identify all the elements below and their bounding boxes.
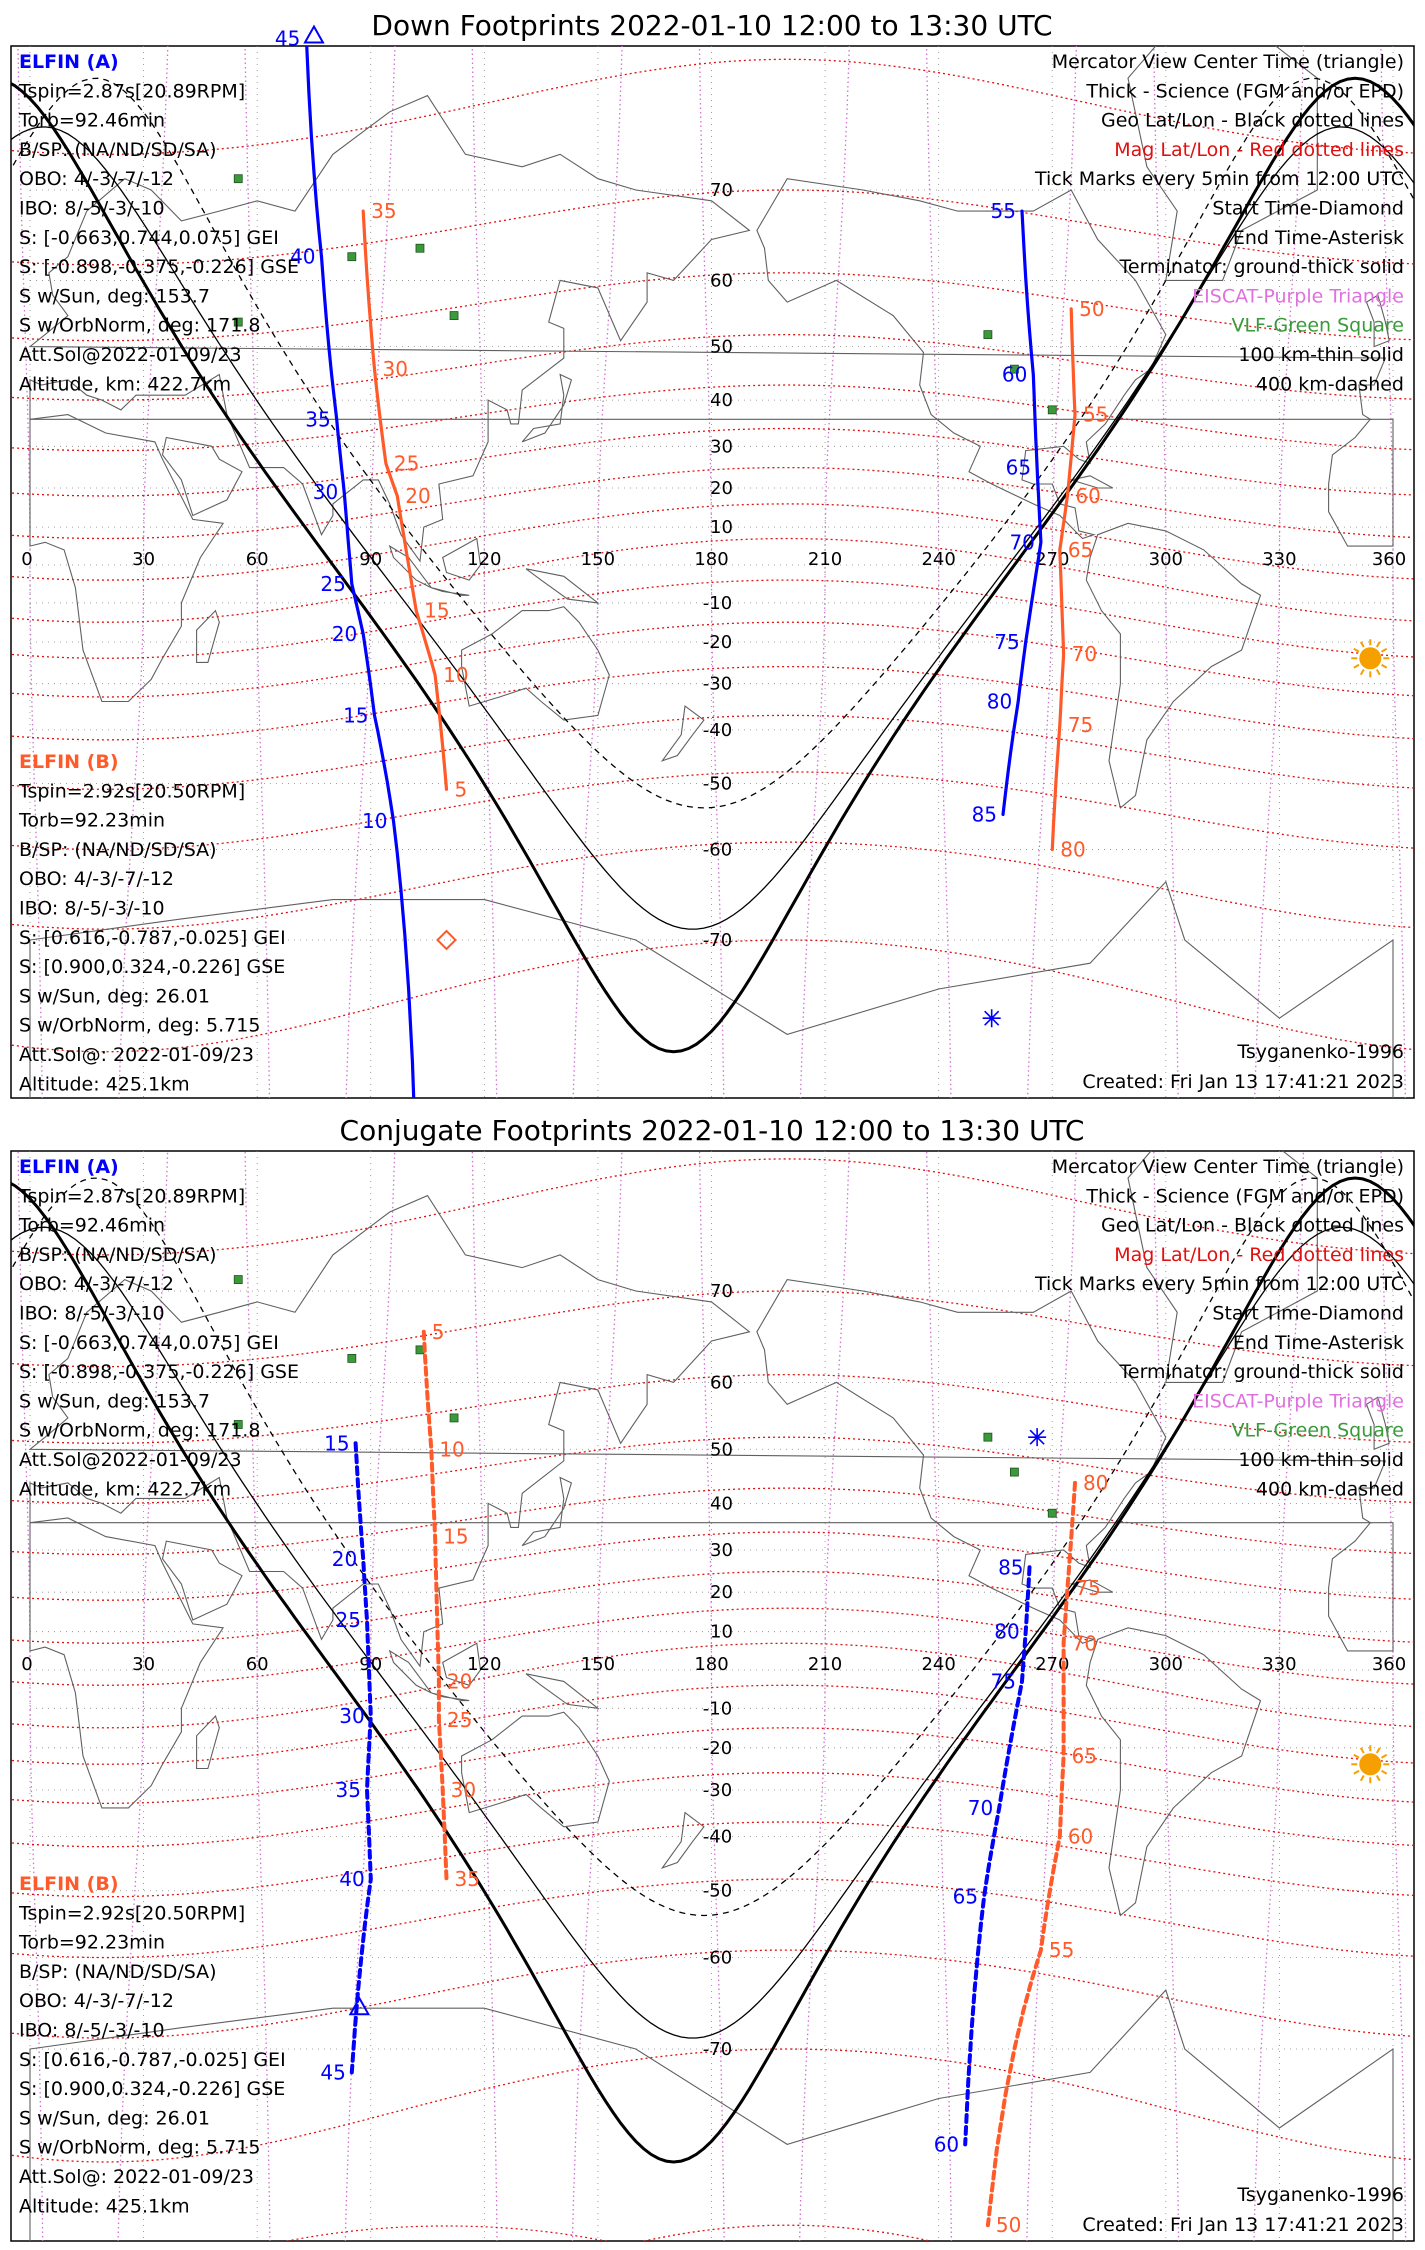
b_ticks-tick-label: 50 xyxy=(995,2213,1022,2238)
elfin-b-info-line: Altitude: 425.1km xyxy=(19,2195,190,2218)
b_ticks-tick-label: 35 xyxy=(454,1867,480,1892)
legend-line: Mercator View Center Time (triangle) xyxy=(1051,51,1404,73)
elfin-b-label: ELFIN (B) xyxy=(19,1873,119,1895)
vlf-station-square-icon xyxy=(348,1354,356,1362)
lon-tick-label: 270 xyxy=(1035,549,1070,570)
legend-line: VLF-Green Square xyxy=(1231,1419,1404,1442)
a_ticks-tick-label: 30 xyxy=(339,1704,365,1729)
vlf-station-square-icon xyxy=(234,1276,242,1284)
a_ticks-tick-label: 70 xyxy=(1009,530,1035,555)
lat-tick-label: -70 xyxy=(702,930,733,951)
legend-line: Start Time-Diamond xyxy=(1212,1302,1404,1325)
elfin-b-info-line: S w/Sun, deg: 26.01 xyxy=(19,2107,210,2130)
a_ticks-tick-label: 10 xyxy=(362,809,388,834)
elfin-a-info-line: Torb=92.46min xyxy=(19,1214,166,1237)
elfin-b-info-line: OBO: 4/-3/-7/-12 xyxy=(19,1990,174,2013)
lat-tick-label: -50 xyxy=(702,1880,733,1902)
a_ticks-tick-label: 60 xyxy=(1001,362,1028,387)
lat-tick-label: -30 xyxy=(702,673,733,695)
legend-line: Thick - Science (FGM and/or EPD) xyxy=(1086,80,1404,103)
elfin-b-info-line: IBO: 8/-5/-3/-10 xyxy=(19,897,165,920)
lon-tick-label: 300 xyxy=(1148,1654,1184,1675)
elfin-a-info-line: B/SP: (NA/ND/SD/SA) xyxy=(19,1243,217,1266)
legend-line: Mercator View Center Time (triangle) xyxy=(1051,1156,1404,1178)
elfin-a-info-line: B/SP: (NA/ND/SD/SA) xyxy=(19,138,217,161)
a_ticks-tick-label: 35 xyxy=(335,1777,361,1802)
vlf-station-square-icon xyxy=(416,244,424,252)
lon-tick-label: 120 xyxy=(467,549,502,570)
vlf-station-square-icon xyxy=(1010,1468,1018,1476)
elfin-b-info-line: B/SP: (NA/ND/SD/SA) xyxy=(19,1960,217,1983)
elfin-b-info-line: OBO: 4/-3/-7/-12 xyxy=(19,868,174,891)
b_ticks-tick-label: 5 xyxy=(454,777,468,802)
b_ticks-tick-label: 80 xyxy=(1082,1470,1109,1495)
lat-tick-label: 50 xyxy=(710,1439,733,1461)
elfin-b-info-line: Torb=92.23min xyxy=(19,809,166,832)
a_ticks-tick-label: 15 xyxy=(324,1431,350,1456)
legend-line: 400 km-dashed xyxy=(1255,1478,1404,1501)
b_ticks-tick-label: 50 xyxy=(1079,296,1105,321)
legend-line: Geo Lat/Lon - Black dotted lines xyxy=(1100,109,1404,132)
b_ticks-tick-label: 20 xyxy=(405,483,431,508)
a_ticks-tick-label: 45 xyxy=(320,2060,346,2085)
lon-tick-label: 210 xyxy=(807,549,843,570)
legend-line: 100 km-thin solid xyxy=(1238,1449,1404,1471)
elfin-a-info-line: S w/Sun, deg: 153.7 xyxy=(19,1390,210,1413)
lat-tick-label: -50 xyxy=(702,773,733,795)
legend-line: Start Time-Diamond xyxy=(1212,197,1404,220)
b_ticks-tick-label: 20 xyxy=(446,1669,473,1694)
lon-tick-label: 60 xyxy=(245,1654,269,1675)
vlf-station-square-icon xyxy=(984,1433,992,1441)
vlf-station-square-icon xyxy=(450,1414,458,1422)
a_ticks-tick-label: 55 xyxy=(990,199,1016,224)
lon-tick-label: 360 xyxy=(1371,549,1407,570)
lat-tick-label: 50 xyxy=(710,336,733,358)
lat-tick-label: 30 xyxy=(710,436,733,458)
b_ticks-tick-label: 25 xyxy=(393,451,420,476)
lat-tick-label: -60 xyxy=(702,839,733,861)
lat-tick-label: 70 xyxy=(710,1281,733,1302)
elfin-b-info-line: S w/OrbNorm, deg: 5.715 xyxy=(19,2136,261,2159)
legend-line: Geo Lat/Lon - Black dotted lines xyxy=(1100,1214,1404,1237)
sun-disc xyxy=(1359,647,1381,669)
vlf-station-square-icon xyxy=(1048,1509,1056,1517)
elfin-a-info-line: S: [-0.898,-0.375,-0.226] GSE xyxy=(19,1361,299,1384)
elfin-a-info-line: Altitude, km: 422.7km xyxy=(19,373,232,396)
a_ticks-tick-label: 75 xyxy=(994,630,1020,655)
b_ticks-tick-label: 25 xyxy=(446,1707,473,1732)
elfin-b-info-line: Torb=92.23min xyxy=(19,1931,166,1954)
b_ticks-tick-label: 10 xyxy=(443,663,469,688)
vlf-station-square-icon xyxy=(348,253,356,261)
elfin-a-info-line: Att.Sol@2022-01-09/23 xyxy=(19,344,242,366)
elfin-b-info-line: Att.Sol@: 2022-01-09/23 xyxy=(19,2166,255,2188)
a_ticks-tick-label: 45 xyxy=(274,26,301,51)
lon-tick-label: 0 xyxy=(21,1654,33,1675)
lon-tick-label: 30 xyxy=(132,1654,156,1675)
elfin-a-info-line: Tspin=2.87s[20.89RPM] xyxy=(19,80,246,103)
a_ticks-tick-label: 85 xyxy=(971,802,998,827)
lon-tick-label: 360 xyxy=(1371,1654,1407,1675)
center-time-triangle-icon xyxy=(305,27,323,43)
vlf-station-square-icon xyxy=(234,175,242,183)
legend-line: VLF-Green Square xyxy=(1231,314,1404,337)
lat-tick-label: -60 xyxy=(702,1947,733,1969)
legend-line: Terminator: ground-thick solid xyxy=(1119,1361,1404,1384)
lon-tick-label: 150 xyxy=(580,1654,616,1675)
b_ticks-tick-label: 35 xyxy=(371,199,397,224)
lon-tick-label: 180 xyxy=(694,1654,729,1675)
elfin-a-info-line: S w/Sun, deg: 153.7 xyxy=(19,285,210,308)
lat-tick-label: -40 xyxy=(702,1826,733,1848)
end-time-asterisk-icon xyxy=(983,1009,1001,1027)
lon-tick-label: 330 xyxy=(1262,549,1297,570)
lat-tick-label: 70 xyxy=(710,180,733,201)
created-label: Created: Fri Jan 13 17:41:21 2023 xyxy=(1082,2214,1404,2236)
model-label: Tsyganenko-1996 xyxy=(1237,2184,1404,2206)
b_ticks-tick-label: 70 xyxy=(1071,1631,1098,1656)
lon-tick-label: 90 xyxy=(359,1654,383,1675)
elfin-b-info-line: IBO: 8/-5/-3/-10 xyxy=(19,2019,165,2042)
b_ticks-tick-label: 65 xyxy=(1067,537,1094,562)
a_ticks-tick-label: 25 xyxy=(320,571,346,596)
elfin-a-info-line: S: [-0.663,0.744,0.075] GEI xyxy=(19,226,279,249)
a_ticks-tick-label: 40 xyxy=(290,244,316,269)
b_ticks-tick-label: 10 xyxy=(439,1437,465,1462)
a_ticks-tick-label: 65 xyxy=(1005,455,1032,480)
a_ticks-tick-label: 70 xyxy=(967,1795,994,1820)
lat-tick-label: -70 xyxy=(702,2039,733,2060)
a_ticks-tick-label: 75 xyxy=(990,1669,1016,1694)
vlf-station-square-icon xyxy=(984,331,992,339)
lat-tick-label: 40 xyxy=(710,390,733,412)
lon-tick-label: 0 xyxy=(21,549,33,570)
legend-line: Terminator: ground-thick solid xyxy=(1119,256,1404,279)
legend-line: 400 km-dashed xyxy=(1255,373,1404,396)
a_ticks-tick-label: 80 xyxy=(986,689,1013,714)
b_ticks-tick-label: 15 xyxy=(424,598,450,623)
lat-tick-label: 60 xyxy=(710,270,733,292)
a_ticks-tick-label: 15 xyxy=(343,703,369,728)
lon-tick-label: 300 xyxy=(1148,549,1184,570)
elfin-a-info-line: OBO: 4/-3/-7/-12 xyxy=(19,1273,174,1296)
lon-tick-label: 270 xyxy=(1035,1654,1070,1675)
b_ticks-tick-label: 75 xyxy=(1067,712,1094,737)
elfin-a-label: ELFIN (A) xyxy=(19,1156,119,1178)
panel-title: Conjugate Footprints 2022-01-10 12:00 to 13:30 UTC xyxy=(339,1114,1085,1147)
a_ticks-tick-label: 25 xyxy=(335,1608,361,1633)
elfin-a-info-line: IBO: 8/-5/-3/-10 xyxy=(19,197,165,220)
lat-tick-label: 60 xyxy=(710,1372,733,1394)
lat-tick-label: -20 xyxy=(702,1737,733,1759)
elfin-a-info-line: Tspin=2.87s[20.89RPM] xyxy=(19,1185,246,1208)
vlf-station-square-icon xyxy=(1048,406,1056,414)
lon-tick-label: 60 xyxy=(245,549,269,570)
lon-tick-label: 240 xyxy=(921,549,956,570)
legend-line: Tick Marks every 5min from 12:00 UTC xyxy=(1035,1273,1404,1296)
a_ticks-tick-label: 20 xyxy=(331,622,358,647)
lat-tick-label: -20 xyxy=(702,632,733,654)
lat-tick-label: -40 xyxy=(702,719,733,741)
lon-tick-label: 30 xyxy=(132,549,156,570)
a_ticks-tick-label: 60 xyxy=(933,2132,960,2157)
legend-line: End Time-Asterisk xyxy=(1232,1331,1404,1354)
elfin-b-info-line: Tspin=2.92s[20.50RPM] xyxy=(19,780,246,803)
lon-tick-label: 240 xyxy=(921,1654,956,1675)
a_ticks-tick-label: 85 xyxy=(998,1555,1024,1580)
elfin-b-info-line: S: [0.900,0.324,-0.226] GSE xyxy=(19,2078,286,2101)
legend-line: EISCAT-Purple Triangle xyxy=(1192,285,1404,308)
a_ticks-tick-label: 40 xyxy=(339,1867,365,1892)
b_ticks-tick-label: 30 xyxy=(382,357,408,382)
lat-tick-label: 30 xyxy=(710,1540,733,1562)
b_ticks-tick-label: 70 xyxy=(1071,642,1098,667)
b_ticks-tick-label: 60 xyxy=(1075,483,1101,508)
elfin-a-info-line: S w/OrbNorm, deg: 171.8 xyxy=(19,1419,261,1442)
a_ticks-tick-label: 80 xyxy=(994,1619,1020,1644)
b_ticks-tick-label: 75 xyxy=(1075,1576,1101,1601)
elfin-b-info-line: Att.Sol@: 2022-01-09/23 xyxy=(19,1044,255,1066)
legend-line: EISCAT-Purple Triangle xyxy=(1192,1390,1404,1413)
b_ticks-tick-label: 15 xyxy=(443,1524,469,1549)
b_ticks-tick-label: 55 xyxy=(1048,1938,1075,1963)
lon-tick-label: 90 xyxy=(359,549,383,570)
lat-tick-label: 20 xyxy=(710,477,733,499)
elfin-b-info-line: S: [0.616,-0.787,-0.025] GEI xyxy=(19,2048,286,2071)
elfin-a-info-line: Altitude, km: 422.7km xyxy=(19,1478,232,1501)
elfin-a-info-line: S: [-0.663,0.744,0.075] GEI xyxy=(19,1331,279,1354)
created-label: Created: Fri Jan 13 17:41:21 2023 xyxy=(1082,1071,1404,1093)
elfin-b-info-line: S: [0.616,-0.787,-0.025] GEI xyxy=(19,926,286,949)
b_ticks-tick-label: 80 xyxy=(1060,837,1086,862)
elfin-a-info-line: Att.Sol@2022-01-09/23 xyxy=(19,1449,242,1471)
elfin-a-info-line: IBO: 8/-5/-3/-10 xyxy=(19,1302,165,1325)
elfin-a-info-line: Torb=92.46min xyxy=(19,109,166,132)
elfin-a-info-line: OBO: 4/-3/-7/-12 xyxy=(19,168,174,191)
mag-polar-circle xyxy=(952,0,1304,7)
elfin-b-label: ELFIN (B) xyxy=(19,751,119,773)
a_ticks-tick-label: 35 xyxy=(305,407,331,432)
legend-line: End Time-Asterisk xyxy=(1232,226,1404,249)
legend-line: Mag Lat/Lon - Red dotted lines xyxy=(1114,1243,1404,1266)
lon-tick-label: 210 xyxy=(807,1654,843,1675)
a_ticks-tick-label: 20 xyxy=(331,1546,358,1571)
elfin-b-info-line: S w/OrbNorm, deg: 5.715 xyxy=(19,1014,261,1037)
panel-title: Down Footprints 2022-01-10 12:00 to 13:30 UTC xyxy=(371,9,1053,42)
vlf-station-square-icon xyxy=(450,312,458,320)
lat-tick-label: -10 xyxy=(702,592,733,614)
end-time-asterisk-icon xyxy=(1028,1428,1046,1446)
lon-tick-label: 330 xyxy=(1262,1654,1297,1675)
elfin-a-info-line: S: [-0.898,-0.375,-0.226] GSE xyxy=(19,256,299,279)
elfin-a-label: ELFIN (A) xyxy=(19,51,119,73)
elfin-b-info-line: B/SP: (NA/ND/SD/SA) xyxy=(19,838,217,861)
elfin-a-info-line: S w/OrbNorm, deg: 171.8 xyxy=(19,314,261,337)
lat-tick-label: -30 xyxy=(702,1779,733,1801)
elfin-b-info-line: Tspin=2.92s[20.50RPM] xyxy=(19,1902,246,1925)
elfin-b-info-line: S: [0.900,0.324,-0.226] GSE xyxy=(19,956,286,979)
model-label: Tsyganenko-1996 xyxy=(1237,1041,1404,1063)
conjugate-footprints-panel xyxy=(0,952,1425,2250)
b_ticks-tick-label: 5 xyxy=(431,1319,445,1344)
lon-tick-label: 150 xyxy=(580,549,616,570)
lat-tick-label: -10 xyxy=(702,1698,733,1720)
a_ticks-tick-label: 65 xyxy=(952,1884,979,1909)
legend-line: Mag Lat/Lon - Red dotted lines xyxy=(1114,138,1404,161)
lat-tick-label: 10 xyxy=(710,1621,733,1643)
lon-tick-label: 180 xyxy=(694,549,729,570)
legend-line: 100 km-thin solid xyxy=(1238,344,1404,366)
b_ticks-tick-label: 55 xyxy=(1082,402,1109,427)
lat-tick-label: 20 xyxy=(710,1582,733,1604)
b_ticks-tick-label: 60 xyxy=(1067,1824,1094,1849)
lat-tick-label: 10 xyxy=(710,517,733,539)
lon-tick-label: 120 xyxy=(467,1654,502,1675)
sun-disc xyxy=(1359,1753,1381,1775)
elfin-b-info-line: S w/Sun, deg: 26.01 xyxy=(19,985,210,1008)
b_ticks-tick-label: 30 xyxy=(450,1777,477,1802)
elfin-b-info-line: Altitude: 425.1km xyxy=(19,1073,190,1096)
lat-tick-label: 40 xyxy=(710,1493,733,1515)
legend-line: Thick - Science (FGM and/or EPD) xyxy=(1086,1185,1404,1208)
b_ticks-tick-label: 65 xyxy=(1071,1743,1098,1768)
a_ticks-tick-label: 30 xyxy=(312,479,339,504)
legend-line: Tick Marks every 5min from 12:00 UTC xyxy=(1035,168,1404,191)
